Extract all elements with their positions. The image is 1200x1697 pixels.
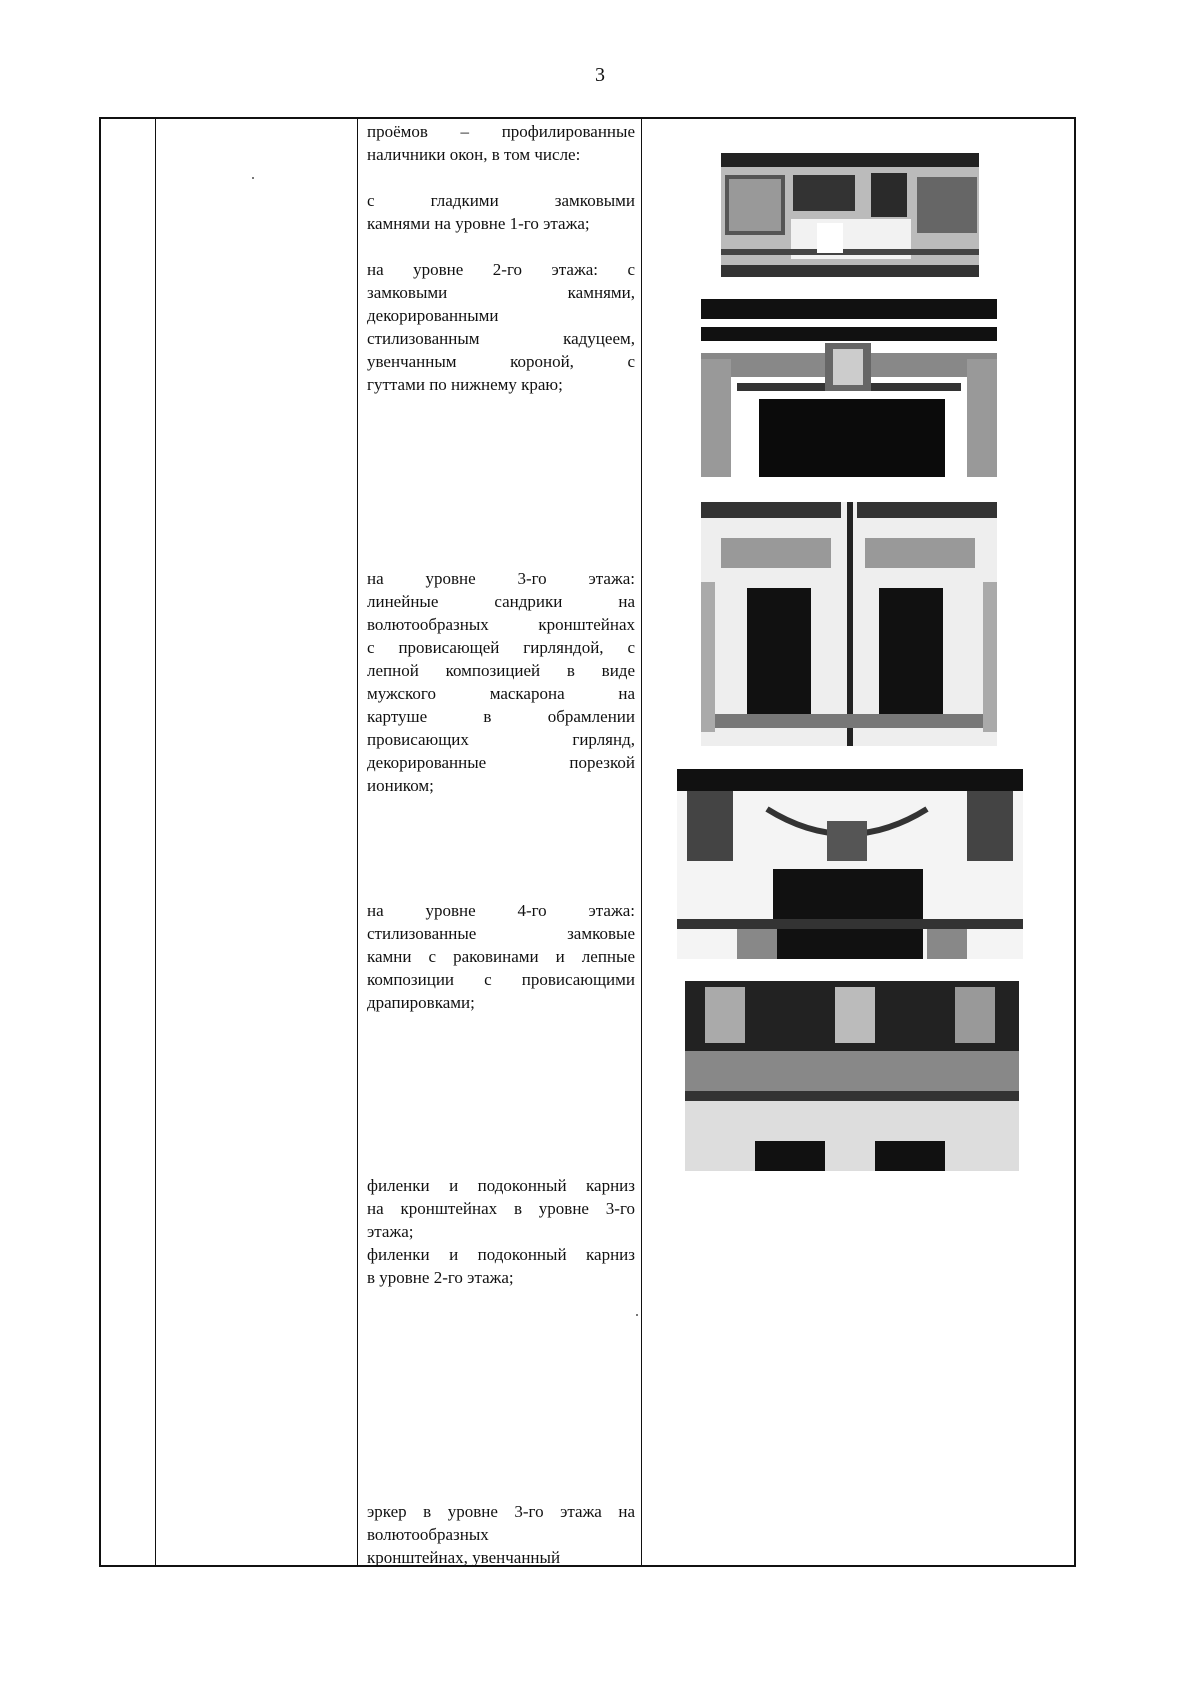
document-table [99, 117, 1076, 1567]
text-line: замковыми камнями, [367, 283, 635, 302]
text-line: стилизованные замковые [367, 924, 635, 943]
text-line: наличники окон, в том числе: [367, 145, 581, 164]
text-line: декорированные порезкой [367, 753, 635, 772]
photo-window-4th-floor-shell-keystone [677, 769, 1023, 959]
scan-speck [252, 177, 254, 179]
text-line: стилизованным кадуцеем, [367, 329, 635, 348]
text-line: этажа; [367, 1222, 414, 1241]
photo-window-1st-floor-keystones [721, 153, 979, 277]
text-line: с провисающей гирляндой, с [367, 638, 635, 657]
text-line: волютообразных кронштейнах [367, 615, 635, 634]
text-line: на уровне 4-го этажа: [367, 901, 635, 920]
text-line: на уровне 2-го этажа: с [367, 260, 635, 279]
scan-speck [636, 1314, 638, 1316]
text-line: драпировками; [367, 993, 475, 1012]
text-line: гуттами по нижнему краю; [367, 375, 563, 394]
text-line: линейные сандрики на [367, 592, 635, 611]
photo-window-2nd-floor-caduceus-keystone [701, 299, 997, 477]
text-line: с гладкими замковыми [367, 191, 635, 210]
photo-panels-and-sill-cornice [685, 981, 1019, 1171]
text-block-oriel [367, 1500, 635, 1569]
text-line: увенчанным короной, с [367, 352, 635, 371]
text-line: волютообразных [367, 1525, 489, 1544]
text-line: камни с раковинами и лепные [367, 947, 635, 966]
text-line: на уровне 3-го этажа: [367, 569, 635, 588]
text-line: камнями на уровне 1-го этажа; [367, 214, 590, 233]
text-line: мужского маскарона на [367, 684, 635, 703]
text-line: филенки и подоконный карниз [367, 1176, 635, 1195]
text-block-4th-floor [367, 899, 635, 1014]
photo-windows-3rd-floor-sandriks [701, 502, 997, 746]
text-line: композиции с провисающими [367, 970, 635, 989]
column-divider-2 [357, 119, 358, 1565]
text-line: кронштейнах, увенчанный [367, 1548, 561, 1567]
text-line: декорированными [367, 306, 499, 325]
text-block-2nd-floor [367, 258, 635, 396]
column-divider-3 [641, 119, 642, 1565]
page-number: 3 [595, 64, 605, 86]
text-line: на кронштейнах в уровне 3-го [367, 1199, 635, 1218]
text-block-3rd-floor [367, 567, 635, 797]
text-line: в уровне 2-го этажа; [367, 1268, 514, 1287]
text-line: проёмов – профилированные [367, 122, 635, 141]
text-line: филенки и подоконный карниз [367, 1245, 635, 1264]
text-block-panels-cornice [367, 1174, 635, 1289]
text-line: провисающих гирлянд, [367, 730, 635, 749]
column-divider-1 [155, 119, 156, 1565]
text-line: картуше в обрамлении [367, 707, 635, 726]
text-line: эркер в уровне 3-го этажа на [367, 1502, 635, 1521]
description-column [367, 119, 641, 1565]
text-line: лепной композицией в виде [367, 661, 635, 680]
text-block-openings [367, 120, 635, 166]
text-block-1st-floor [367, 189, 635, 235]
text-line: иоником; [367, 776, 434, 795]
